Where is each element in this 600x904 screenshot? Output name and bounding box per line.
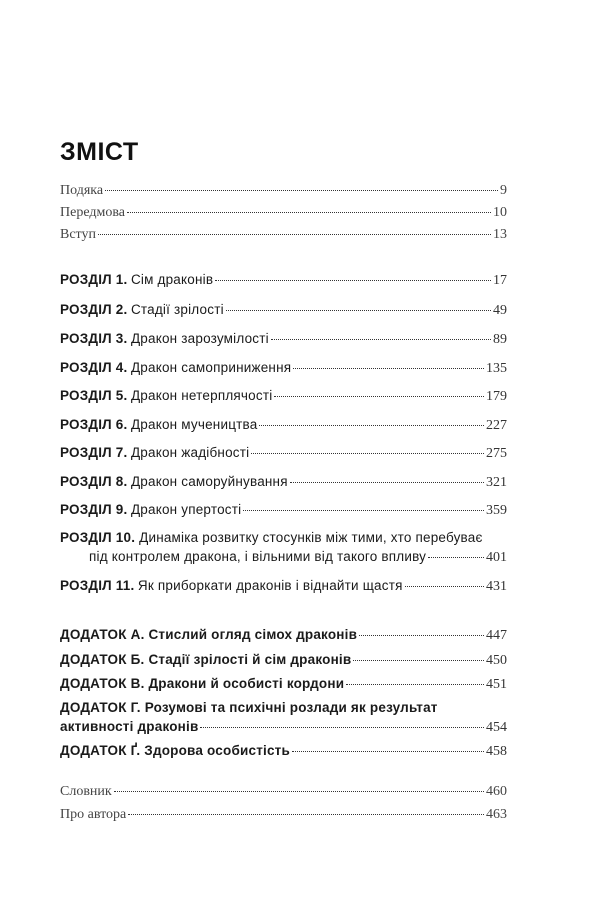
dot-leader <box>274 396 484 397</box>
chapter-title: Дракон нетерплячості <box>130 388 273 403</box>
dot-leader <box>128 814 484 815</box>
entry-page-number: 447 <box>486 628 507 643</box>
chapter-prefix: РОЗДІЛ 1. <box>60 272 128 287</box>
entry-label: ДОДАТОК Б. Стадії зрілості й сім драконів <box>60 652 352 667</box>
dot-leader <box>200 727 484 728</box>
entry-label: ДОДАТОК А. Стислий огляд сімох драконів <box>60 627 358 642</box>
chapter-title: Дракон мучеництва <box>130 417 258 432</box>
toc-entry-about-author[interactable] <box>60 806 507 824</box>
chapter-prefix: РОЗДІЛ 9. <box>60 502 128 517</box>
toc-entry-chapter-2[interactable] <box>60 301 507 320</box>
dot-leader <box>259 425 484 426</box>
dot-leader <box>251 453 484 454</box>
entry-page-number: 49 <box>493 303 507 318</box>
dot-leader <box>353 660 484 661</box>
entry-page-number: 401 <box>486 550 507 565</box>
entry-page-number: 17 <box>493 273 507 288</box>
entry-page-number: 458 <box>486 744 507 759</box>
entry-label: ДОДАТОК Ґ. Здорова особистість <box>60 743 290 758</box>
dot-leader <box>114 791 484 792</box>
toc-entry-appendix-g[interactable] <box>60 742 507 761</box>
dot-leader <box>226 310 491 311</box>
toc-title: ЗМІСТ <box>60 138 139 166</box>
entry-page-number: 463 <box>486 807 507 822</box>
chapter-title: Дракон упертості <box>130 502 242 517</box>
entry-page-number: 9 <box>500 183 507 198</box>
toc-entry-chapter-1[interactable] <box>60 271 507 290</box>
toc-entry-preface[interactable] <box>60 204 507 222</box>
entry-label: Передмова <box>60 205 125 220</box>
entry-page-number: 450 <box>486 653 507 668</box>
entry-label: Про автора <box>60 807 127 822</box>
toc-entry-acknowledgements[interactable] <box>60 182 507 200</box>
dot-leader <box>243 510 484 511</box>
dot-leader <box>290 482 484 483</box>
dot-leader <box>127 212 491 213</box>
toc-entry-appendix-a[interactable] <box>60 626 507 645</box>
entry-label: Подяка <box>60 183 104 198</box>
toc-entry-chapter-8[interactable] <box>60 473 507 492</box>
entry-page-number: 275 <box>486 446 507 461</box>
toc-entry-chapter-7[interactable] <box>60 444 507 463</box>
dot-leader <box>428 557 484 558</box>
chapter-title: Дракон самоприниження <box>130 360 292 375</box>
entry-page-number: 13 <box>493 227 507 242</box>
entry-page-number: 454 <box>486 720 507 735</box>
toc-entry-chapter-4[interactable] <box>60 359 507 378</box>
entry-page-number: 431 <box>486 579 507 594</box>
dot-leader <box>346 684 484 685</box>
chapter-title: Як приборкати драконів і віднайти щастя <box>137 578 403 593</box>
dot-leader <box>292 751 484 752</box>
toc-entry-glossary[interactable] <box>60 783 507 801</box>
entry-page-number: 321 <box>486 475 507 490</box>
toc-entry-chapter-3[interactable] <box>60 330 507 349</box>
dot-leader <box>293 368 484 369</box>
dot-leader <box>271 339 491 340</box>
entry-page-number: 460 <box>486 784 507 799</box>
chapter-prefix: РОЗДІЛ 11. <box>60 578 135 593</box>
entry-label: ДОДАТОК В. Дракони й особисті кордони <box>60 676 345 691</box>
dot-leader <box>359 635 484 636</box>
toc-entry-chapter-5[interactable] <box>60 387 507 406</box>
chapter-title-line2: під контролем дракона, і вільними від такого впливу <box>89 549 427 564</box>
toc-entry-chapter-10-line1[interactable] <box>60 529 483 547</box>
chapter-prefix: РОЗДІЛ 5. <box>60 388 128 403</box>
chapter-title: Дракон жадібності <box>130 445 250 460</box>
toc-entry-appendix-v[interactable] <box>60 675 507 694</box>
toc-entry-chapter-11[interactable] <box>60 577 507 596</box>
chapter-prefix: РОЗДІЛ 10. <box>60 530 136 545</box>
chapter-prefix: РОЗДІЛ 6. <box>60 417 128 432</box>
dot-leader <box>405 586 484 587</box>
dot-leader <box>98 234 491 235</box>
toc-entry-chapter-10-line2[interactable] <box>89 548 507 567</box>
entry-page-number: 89 <box>493 332 507 347</box>
entry-page-number: 451 <box>486 677 507 692</box>
chapter-title: Дракон зарозумілості <box>130 331 269 346</box>
entry-label-line2: активності драконів <box>60 719 199 734</box>
toc-entry-appendix-b[interactable] <box>60 651 507 670</box>
chapter-prefix: РОЗДІЛ 4. <box>60 360 128 375</box>
entry-page-number: 10 <box>493 205 507 220</box>
entry-page-number: 135 <box>486 361 507 376</box>
chapter-title: Сім драконів <box>130 272 214 287</box>
entry-page-number: 359 <box>486 503 507 518</box>
chapter-prefix: РОЗДІЛ 2. <box>60 302 128 317</box>
chapter-title: Стадії зрілості <box>130 302 224 317</box>
toc-entry-chapter-6[interactable] <box>60 416 507 435</box>
toc-entry-appendix-h-line2[interactable] <box>60 718 507 737</box>
dot-leader <box>215 280 491 281</box>
entry-page-number: 179 <box>486 389 507 404</box>
toc-entry-chapter-9[interactable] <box>60 501 507 520</box>
toc-entry-appendix-h-line1[interactable]: ДОДАТОК Г. Розумові та психічні розлади як результат <box>60 700 438 715</box>
toc-entry-introduction[interactable] <box>60 226 507 244</box>
chapter-title-line1: Динаміка розвитку стосунків між тими, хто перебуває <box>139 530 483 545</box>
chapter-title: Дракон саморуйнування <box>130 474 288 489</box>
chapter-prefix: РОЗДІЛ 7. <box>60 445 128 460</box>
dot-leader <box>105 190 498 191</box>
entry-page-number: 227 <box>486 418 507 433</box>
entry-label: Словник <box>60 784 112 799</box>
chapter-prefix: РОЗДІЛ 3. <box>60 331 128 346</box>
entry-label: Вступ <box>60 227 96 242</box>
chapter-prefix: РОЗДІЛ 8. <box>60 474 128 489</box>
